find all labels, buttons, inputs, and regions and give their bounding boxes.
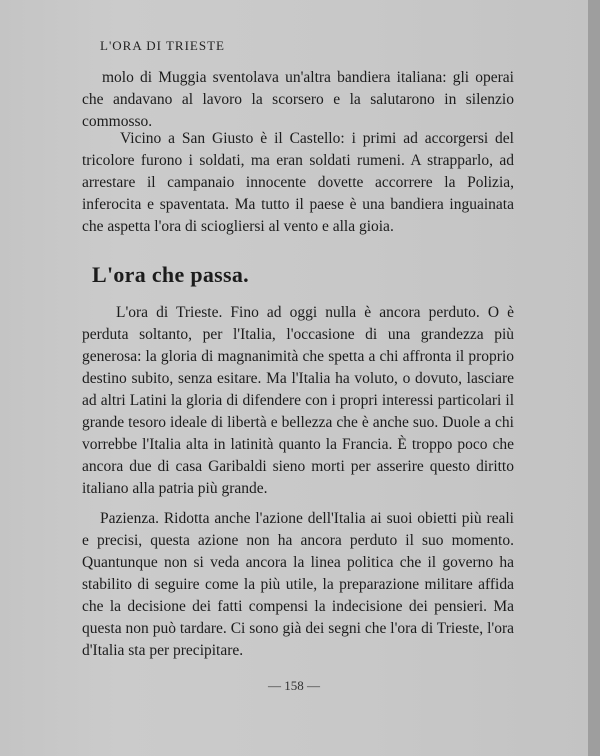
paragraph-3: L'ora di Trieste. Fino ad oggi nulla è ancora perduto. O è perduta soltanto, per l'Italia, l'occasione di una grandezza più generosa: la gloria di magnanimità che spetta a chi affronta il proprio destino subito, senza esitare. Ma l'Italia ha voluto, o dovuto, lasciare ad altri Latini la gloria di difendere con i propri interessi particolari il grande tesoro ideale di libertà e bellezza che è anche suo. Duole a chi vorrebbe l'Italia alta in latinità quanto la Francia. È troppo poco che ancora due di casa Garibaldi sieno morti per asserire questo diritto italiano alla patria più grande. bbox=[82, 304, 514, 497]
page-edge bbox=[588, 0, 600, 756]
page-number: — 158 — bbox=[268, 678, 320, 693]
section-heading: L'ora che passa. bbox=[92, 262, 249, 287]
paragraph-4: Pazienza. Ridotta anche l'azione dell'Italia ai suoi obietti più reali e precisi, questa azione non ha ancora perduto il suo momento. Quantunque non si veda ancora la linea politica che il governo ha stabilito di seguire come la più utile, la preparazione militare affida che la decisione dei fatti compensi la indecisione dei pensieri. Ma questa non può tardare. Ci sono già dei segni che l'ora di Trieste, l'ora d'Italia sta per precipitare. bbox=[82, 510, 514, 659]
running-head: L'ORA DI TRIESTE bbox=[100, 38, 225, 53]
paragraph-2: Vicino a San Giusto è il Castello: i primi ad accorgersi del tricolore furono i soldati, ma eran soldati rumeni. A strapparlo, ad arrestare il campanaio innocente dovette accorrere la Polizia, inferocita e spaventata. Ma tutto il paese è una bandiera inguainata che aspetta l'ora di sciogliersi al vento e alla gioia. bbox=[82, 130, 514, 235]
paragraph-1: molo di Muggia sventolava un'altra bandiera italiana: gli operai che andavano al lavoro la scorsero e la salutarono in silenzio commosso. bbox=[82, 69, 514, 130]
